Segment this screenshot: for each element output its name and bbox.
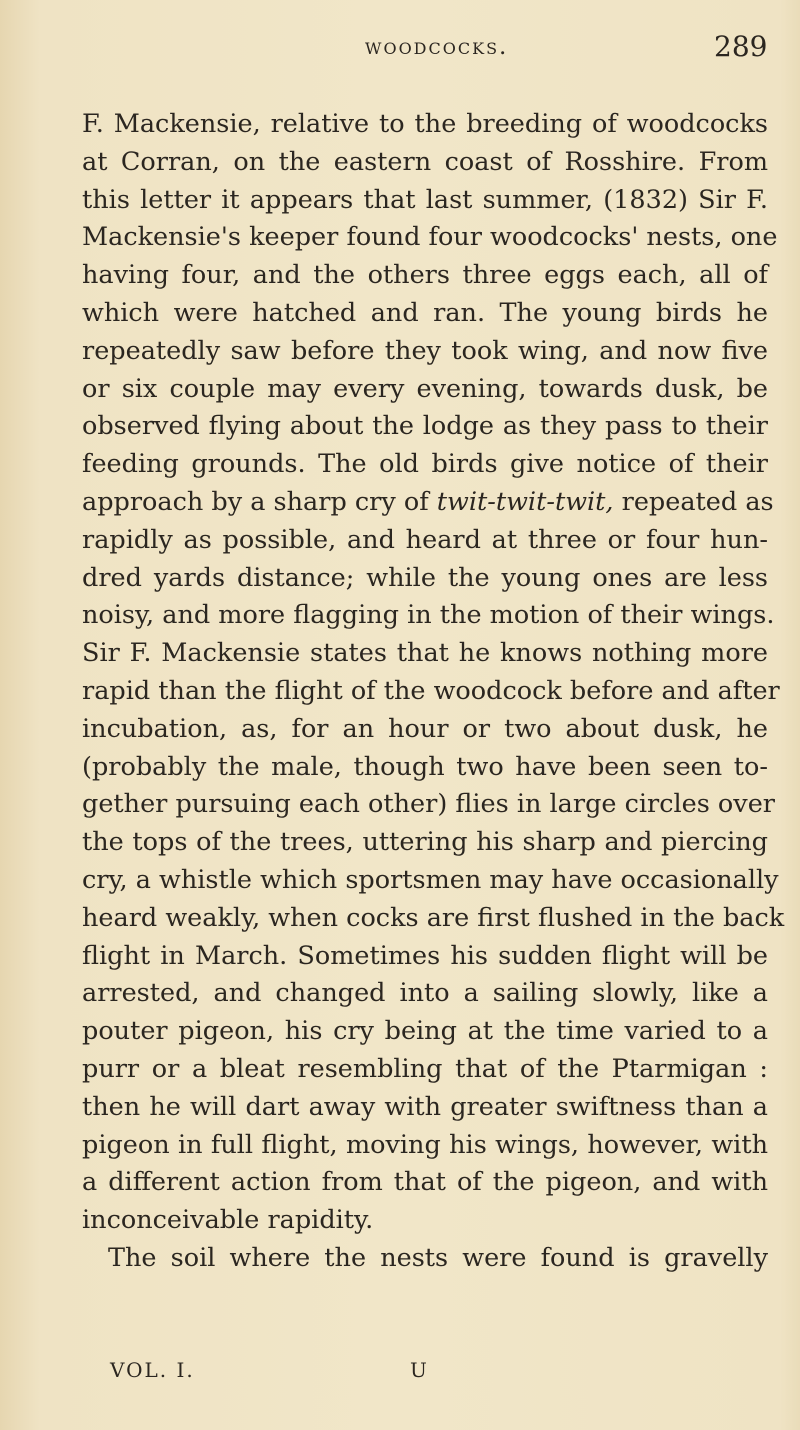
signature-mark: U (410, 1358, 429, 1382)
text-line-4: Mackensie's keeper found four woodcocks' nests, one (82, 222, 778, 253)
text-line-5: having four, and the others three eggs each, all of (82, 260, 768, 291)
text-line-13: dred yards distance; while the young ones are less (82, 562, 768, 593)
text-line-8: or six couple may every evening, towards dusk, be (82, 373, 768, 404)
text-line-1: F. Mackensie, relative to the breeding of woodcocks (82, 109, 768, 139)
text-line-19: gether pursuing each other) flies in large circles over (82, 789, 775, 820)
text-line-25: pouter pigeon, his cry being at the time varied to a (82, 1016, 768, 1047)
text-line-23: flight in March. Sometimes his sudden flight will be (82, 940, 768, 971)
text-line-11 (82, 484, 774, 522)
text-line-15: Sir F. Mackensie states that he knows nothing more (82, 638, 768, 669)
text-line-27: then he will dart away with greater swiftness than a (82, 1091, 768, 1122)
text-line-14: noisy, and more flagging in the motion of their wings. (82, 600, 775, 631)
text-line-17: incubation, as, for an hour or two about dusk, he (82, 713, 768, 744)
text-line-22: heard weakly, when cocks are first flushed in the back (82, 902, 785, 933)
text-line-12: rapidly as possible, and heard at three or four hun- (82, 524, 768, 555)
twit-call-italic: twit-twit-twit, (436, 486, 614, 517)
text-line-6: which were hatched and ran. The young birds he (82, 297, 768, 328)
text-line-16: rapid than the flight of the woodcock before and after (82, 675, 780, 706)
text-line-24: arrested, and changed into a sailing slowly, like a (82, 978, 768, 1009)
text-line-31 (82, 1240, 768, 1278)
text-line-29: a different action from that of the pigeon, and with (82, 1167, 768, 1198)
text-line-21: cry, a whistle which sportsmen may have occasionally (82, 864, 779, 895)
body-text (82, 106, 785, 1278)
text-line-9: observed flying about the lodge as they pass to their (82, 411, 768, 442)
text-line-18: (probably the male, though two have been seen to- (82, 751, 768, 782)
line-11-after: repeated as (613, 486, 774, 517)
page-number: 289 (714, 30, 768, 63)
text-line-7: repeatedly saw before they took wing, and now five (82, 335, 768, 366)
text-line-28: pigeon in full flight, moving his wings, however, with (82, 1129, 768, 1160)
page-footer (0, 1358, 800, 1388)
text-line-30: inconceivable rapidity. (82, 1205, 374, 1236)
new-paragraph-line: The soil where the nests were found is gravelly (108, 1242, 768, 1273)
text-line-3: this letter it appears that last summer, (1832) Sir F. (82, 184, 768, 215)
text-line-26: purr or a bleat resembling that of the Ptarmigan : (82, 1053, 768, 1084)
running-title: woodcocks. (365, 34, 509, 60)
running-head (0, 28, 800, 68)
volume-mark: VOL. I. (110, 1358, 195, 1382)
text-line-2: at Corran, on the eastern coast of Rosshire. From (82, 146, 768, 177)
line-11-before: approach by a sharp cry of (82, 486, 437, 517)
text-line-20: the tops of the trees, uttering his sharp and piercing (82, 827, 768, 858)
text-line-10: feeding grounds. The old birds give notice of their (82, 449, 768, 480)
